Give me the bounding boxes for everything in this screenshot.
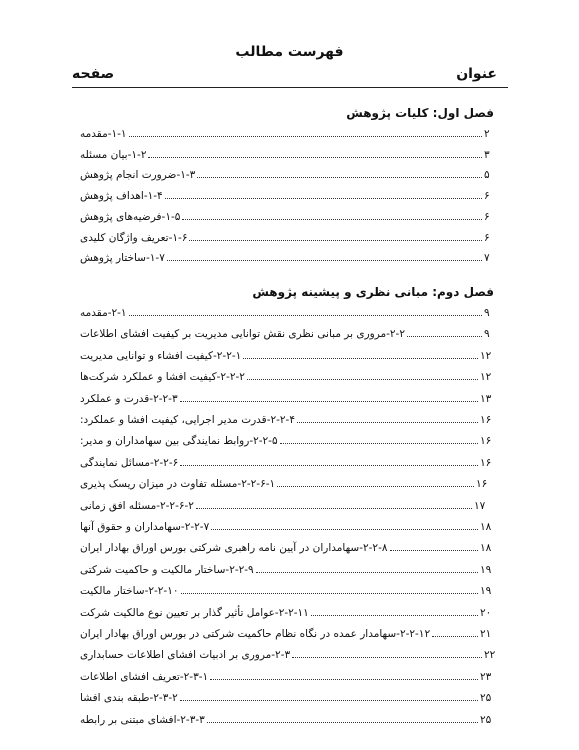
- dot-leader: [407, 336, 482, 337]
- toc-entry-page: ۲۱: [480, 628, 492, 640]
- dot-leader: [148, 157, 482, 158]
- toc-entry[interactable]: [80, 367, 494, 383]
- dot-leader: [189, 240, 482, 241]
- toc-entry-page: ۱۶: [480, 435, 492, 448]
- toc-entry[interactable]: [80, 453, 494, 469]
- toc-entry[interactable]: [80, 538, 494, 554]
- toc-entry-label: ۱-۵-فرضیه‌های پژوهش: [80, 210, 181, 223]
- toc-entry[interactable]: [80, 710, 494, 726]
- dot-leader: [180, 401, 478, 402]
- toc-entry[interactable]: [80, 645, 498, 661]
- toc-entry-label: ۲-۲-۷-سهامداران و حقوق آنها: [80, 521, 210, 533]
- toc-entry-label: ۲-۳-۳-افشای مبتنی بر رابطه: [80, 713, 205, 726]
- toc-entry-page: ۱۸: [480, 542, 492, 555]
- toc-entry-page: ۱۶: [480, 456, 492, 469]
- toc-entry-label: ۱-۱-مقدمه: [80, 128, 127, 140]
- toc-entry[interactable]: [80, 346, 494, 362]
- dot-leader: [182, 219, 482, 220]
- toc-entry-label: ۲-۲-۳-قدرت و عملکرد: [80, 392, 178, 405]
- toc-entry-label: ۱-۶-تعریف واژگان کلیدی: [80, 231, 188, 244]
- dot-leader: [165, 198, 482, 199]
- toc-entry-page: ۵: [484, 169, 490, 182]
- toc-entry-page: ۱۲: [480, 371, 492, 384]
- toc-entry-page: ۱۶: [476, 478, 488, 491]
- toc-entry[interactable]: [80, 431, 494, 447]
- toc-entry-page: ۲۵: [480, 692, 492, 705]
- toc-entry[interactable]: [80, 496, 488, 512]
- toc-entry-page: ۳: [484, 148, 490, 161]
- toc-entry-page: ۶: [484, 210, 490, 223]
- dot-leader: [243, 358, 478, 359]
- toc-entry-page: ۲۲: [484, 649, 496, 662]
- toc-entry-label: ۲-۲-۹-ساختار مالکیت و حاکمیت شرکتی: [80, 563, 254, 576]
- toc-entry-label: ۲-۳-مروری بر ادبیات افشای اطلاعات حسابداری: [80, 649, 291, 662]
- header-divider: [72, 87, 508, 88]
- dot-leader: [432, 636, 478, 637]
- toc-entry-label: ۲-۲-۶-۲-مسئله افق زمانی: [80, 499, 194, 512]
- toc-entry-page: ۹: [484, 307, 490, 319]
- toc-entry-label: ۱-۴-اهداف پژوهش: [80, 190, 163, 203]
- dot-leader: [129, 136, 482, 137]
- toc-entry[interactable]: [80, 124, 498, 140]
- chapter-2-heading: فصل دوم: مبانی نظری و پیشینه پژوهش: [252, 285, 494, 299]
- toc-entry-page: ۱۹: [480, 563, 492, 576]
- toc-entry-label: ۲-۲-مروری بر مبانی نظری نقش توانایی مدیریت بر کیفیت افشای اطلاعات: [80, 328, 405, 341]
- toc-entry-page: ۶: [484, 190, 490, 203]
- toc-entry-page: ۱۲: [480, 349, 492, 362]
- toc-entry-label: ۲-۲-۱-کیفیت افشاء و توانایی مدیریت: [80, 349, 242, 362]
- dot-leader: [210, 679, 478, 680]
- toc-entry[interactable]: [80, 624, 494, 640]
- toc-entry-label: ۲-۱-مقدمه: [80, 307, 127, 319]
- toc-entry-page: ۱۶: [480, 414, 492, 426]
- dot-leader: [256, 572, 478, 573]
- toc-entry[interactable]: [80, 207, 498, 223]
- dot-leader: [390, 550, 479, 551]
- toc-entry[interactable]: [80, 248, 498, 264]
- toc-entry-label: ۲-۲-۶-مسائل نمایندگی: [80, 456, 179, 469]
- dot-leader: [180, 465, 478, 466]
- dot-leader: [280, 443, 478, 444]
- toc-entry-label: ۲-۲-۱۲-سهامدار عمده در نگاه نظام حاکمیت شرکتی در بورس اوراق بهادار ایران: [80, 628, 431, 640]
- dot-leader: [247, 379, 478, 380]
- toc-entry-label: ۲-۲-۵-روابط نمایندگی بین سهامداران و مدیر:: [80, 435, 278, 448]
- toc-entry[interactable]: [80, 560, 494, 576]
- dot-leader: [311, 615, 478, 616]
- dot-leader: [196, 508, 472, 509]
- toc-entry-page: ۲: [484, 128, 490, 140]
- page-title: فهرست مطالب: [235, 44, 344, 60]
- toc-entry[interactable]: [80, 474, 490, 490]
- column-header-page: صفحه: [72, 66, 115, 82]
- toc-entry-label: ۲-۲-۱۰-ساختار مالکیت: [80, 585, 179, 598]
- toc-entry-label: ۲-۳-۲-طبقه بندی افشا: [80, 692, 178, 705]
- toc-entry-label: ۲-۳-۱-تعریف افشای اطلاعات: [80, 670, 209, 683]
- toc-entry-page: ۱۳: [480, 392, 492, 405]
- toc-entry-label: ۱-۷-ساختار پژوهش: [80, 252, 165, 265]
- toc-entry-page: ۱۹: [480, 585, 492, 598]
- toc-entry[interactable]: [80, 603, 494, 619]
- dot-leader: [129, 315, 482, 316]
- toc-entry[interactable]: [80, 303, 498, 319]
- chapter-1-heading: فصل اول: کلیات پژوهش: [346, 106, 494, 120]
- toc-entry-label: ۲-۲-۴-قدرت مدیر اجرایی، کیفیت افشا و عملکرد:: [80, 414, 295, 426]
- column-header-title: عنوان: [456, 66, 497, 82]
- dot-leader: [180, 700, 478, 701]
- dot-leader: [277, 486, 474, 487]
- toc-entry-label: ۲-۲-۶-۱-مسئله تفاوت در میزان ریسک پذیری: [80, 478, 276, 491]
- toc-entry-label: ۲-۲-۲-کیفیت افشا و عملکرد شرکت‌ها: [80, 371, 245, 384]
- toc-entry[interactable]: [80, 165, 498, 181]
- dot-leader: [181, 593, 479, 594]
- toc-entry[interactable]: [80, 324, 498, 340]
- dot-leader: [297, 422, 478, 423]
- toc-entry[interactable]: [80, 228, 498, 244]
- dot-leader: [167, 260, 482, 261]
- toc-entry-page: ۶: [484, 231, 490, 244]
- toc-entry-page: ۲۰: [480, 606, 492, 619]
- toc-entry[interactable]: [80, 145, 498, 161]
- toc-entry-label: ۲-۲-۸-سهامداران در آیین نامه راهبری شرکتی بورس اوراق بهادار ایران: [80, 542, 388, 555]
- toc-entry-page: ۲۵: [480, 713, 492, 726]
- toc-entry-label: ۱-۳-ضرورت انجام پژوهش: [80, 169, 196, 182]
- toc-entry[interactable]: [80, 667, 494, 683]
- toc-entry-page: ۹: [484, 328, 490, 341]
- toc-entry[interactable]: [80, 186, 498, 202]
- toc-entry-page: ۱۸: [480, 521, 492, 533]
- toc-entry-label: ۲-۲-۱۱-عوامل تأثیر گذار بر تعیین نوع مالکیت شرکت: [80, 606, 309, 619]
- toc-entry[interactable]: [80, 517, 494, 533]
- toc-entry-page: ۱۷: [474, 499, 486, 512]
- dot-leader: [207, 722, 478, 723]
- toc-entry-page: ۷: [484, 252, 490, 265]
- toc-entry[interactable]: [80, 688, 494, 704]
- toc-entry[interactable]: [80, 410, 494, 426]
- dot-leader: [211, 529, 478, 530]
- dot-leader: [292, 657, 482, 658]
- toc-entry[interactable]: [80, 389, 494, 405]
- dot-leader: [197, 177, 482, 178]
- toc-entry-page: ۲۳: [480, 670, 492, 683]
- toc-entry-label: ۱-۲-بیان مسئله: [80, 148, 147, 161]
- toc-entry[interactable]: [80, 581, 494, 597]
